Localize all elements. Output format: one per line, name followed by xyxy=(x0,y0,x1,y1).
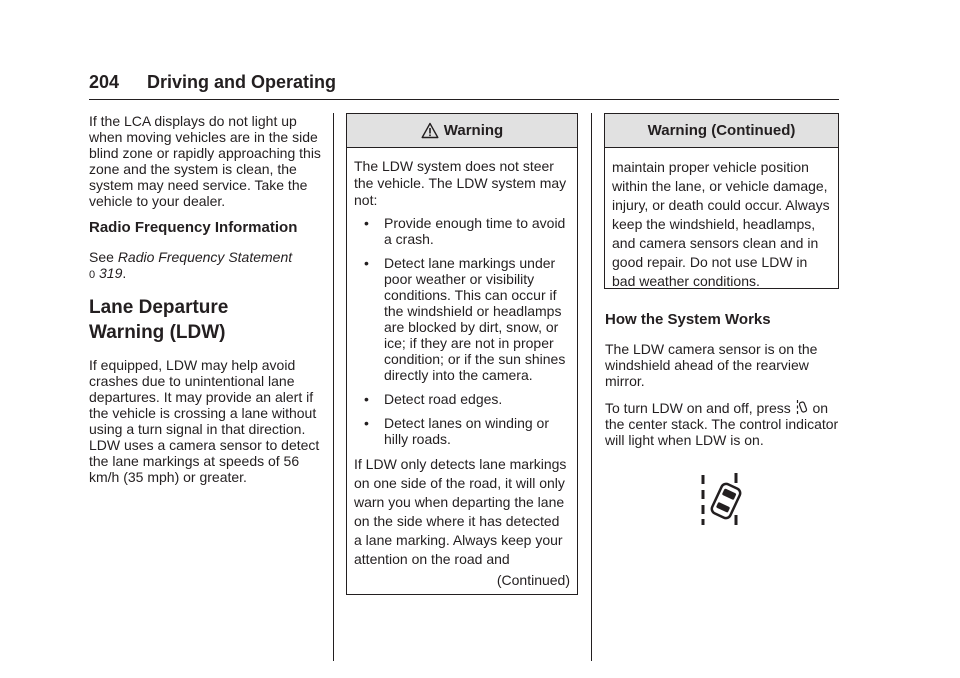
ldw-heading xyxy=(89,295,321,345)
bullet-text: Detect lane markings under poor weather or visibility conditions. This can occur if the windshield or headlamps are blocked by dirt, snow, or ice; if they are not in proper condition; or if the sun shines directly into the camera. xyxy=(384,255,566,383)
ldw-paragraph: If equipped, LDW may help avoid crashes due to unintentional lane departures. It may provide an alert if the vehicle is crossing a lane without using a turn signal in that direction. LDW uses a camera sensor to detect the lane markings at speeds of 56 km/h (35 mph) or greater. xyxy=(89,357,320,485)
warning-continued-title: Warning (Continued) xyxy=(647,122,796,139)
warning-continued-text: maintain proper vehicle position within the lane, or vehicle damage, injury, or death could occur. Always keep the windshield, headlamps, and camera sensors clean and in good repair. Do not use LDW in bad weather conditions. xyxy=(612,159,830,289)
radio-see-text: See xyxy=(89,249,118,265)
column-divider-2 xyxy=(591,113,592,661)
warning-box xyxy=(346,113,578,595)
column-divider-1 xyxy=(333,113,334,661)
ldw-indicator-icon xyxy=(698,471,746,527)
warning-title: Warning xyxy=(443,122,504,139)
warning-triangle-icon xyxy=(421,122,439,139)
warning-intro: The LDW system does not steer the vehicle. The LDW system may not: xyxy=(354,158,567,208)
warning-bullet xyxy=(364,215,570,247)
column-right xyxy=(605,303,839,458)
radio-end: . xyxy=(122,265,127,281)
how-system-works-paragraph: The LDW camera sensor is on the windshield ahead of the rearview mirror. xyxy=(605,341,818,389)
warning-continued-header xyxy=(605,114,838,148)
warning-bullet xyxy=(364,391,570,407)
lca-paragraph: If the LCA displays do not light up when moving vehicles are in the side blind zone or rapidly approaching this zone and the system is clean, the system may need service. Take the vehicle to your dealer. xyxy=(89,113,321,209)
how-system-works-heading: How the System Works xyxy=(605,311,771,328)
bullet-dot: • xyxy=(364,391,369,407)
radio-ref-page: 319 xyxy=(95,265,123,281)
ldw-heading-line2: Warning (LDW) xyxy=(89,322,226,343)
radio-frequency-paragraph xyxy=(89,249,321,283)
warning-box-body xyxy=(347,148,577,569)
warning-outro: If LDW only detects lane markings on one side of the road, it will only warn you when departing the lane on the side where it has detected a lane marking. Always keep your attention on the road and xyxy=(354,456,567,567)
ldw-button-icon xyxy=(796,399,808,415)
turn-ldw-text-start: To turn LDW on and off, press xyxy=(605,400,795,416)
bullet-text: Provide enough time to avoid a crash. xyxy=(384,215,566,247)
warning-bullet xyxy=(364,415,570,447)
continued-label: (Continued) xyxy=(496,572,570,588)
bullet-dot: • xyxy=(364,255,369,271)
section-title: Driving and Operating xyxy=(147,72,337,92)
warning-box-header xyxy=(347,114,577,148)
bullet-text: Detect road edges. xyxy=(384,391,503,407)
radio-frequency-heading: Radio Frequency Information xyxy=(89,219,298,236)
radio-frequency-link[interactable] xyxy=(89,249,292,281)
warning-continued-box xyxy=(604,113,839,289)
warning-continued-body xyxy=(605,148,838,291)
page-ref-symbol: 0 xyxy=(89,269,96,281)
bullet-dot: • xyxy=(364,215,369,231)
page-header xyxy=(89,72,839,100)
turn-ldw-paragraph xyxy=(605,399,839,448)
bullet-dot: • xyxy=(364,415,369,431)
radio-ref-title: Radio Frequency Statement xyxy=(117,249,293,265)
page-number: 204 xyxy=(89,72,120,92)
bullet-text: Detect lanes on winding or hilly roads. xyxy=(384,415,549,447)
turn-ldw-text-end: on the center stack. The control indicator will light when LDW is on. xyxy=(605,400,839,448)
ldw-heading-line1: Lane Departure xyxy=(89,297,229,318)
warning-bullet xyxy=(364,255,570,383)
column-left xyxy=(89,113,321,495)
